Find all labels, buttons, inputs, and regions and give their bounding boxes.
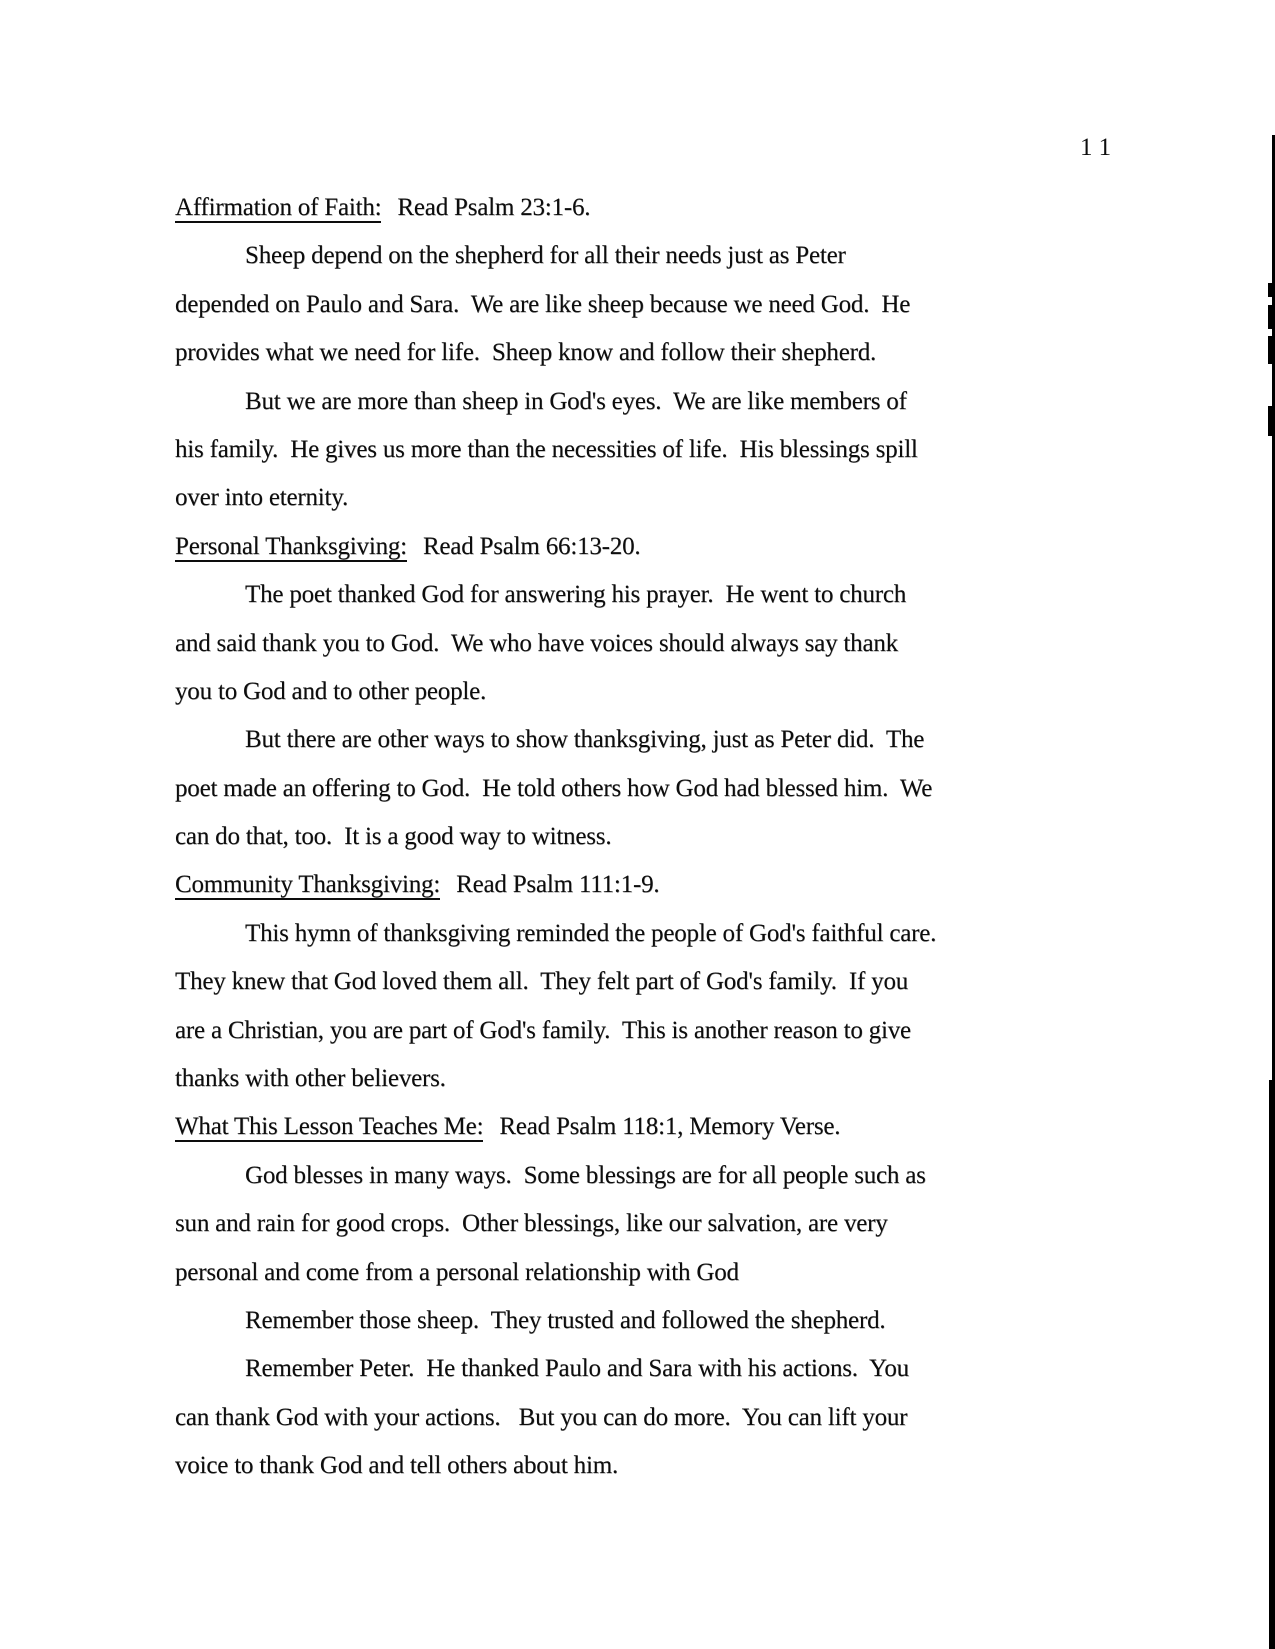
body-line: But we are more than sheep in God's eyes. We are like members of	[245, 387, 907, 415]
section-community-thanksgiving	[175, 861, 1075, 1103]
body-line: you to God and to other people.	[175, 677, 487, 705]
section-personal-thanksgiving	[175, 523, 1075, 862]
body-line: The poet thanked God for answering his prayer. He went to church	[245, 581, 907, 609]
scan-edge-dash-artifact	[1268, 336, 1274, 364]
body-line: sun and rain for good crops. Other blessings, like our salvation, are very	[175, 1210, 888, 1238]
section-heading-line	[175, 184, 1075, 232]
body-line: Remember those sheep. They trusted and followed the shepherd.	[245, 1306, 886, 1334]
section-affirmation-of-faith	[175, 184, 1075, 523]
document-content	[175, 184, 1075, 1491]
body-line: thanks with other believers.	[175, 1065, 446, 1093]
section-heading-label: Personal Thanksgiving:	[175, 532, 407, 560]
page-number: 11	[1080, 134, 1119, 161]
body-line: voice to thank God and tell others about him.	[175, 1452, 618, 1480]
section-heading-label: Affirmation of Faith:	[175, 194, 382, 221]
body-line: depended on Paulo and Sara. We are like sheep because we need God. He	[175, 290, 911, 318]
scan-edge-dash-artifact	[1268, 305, 1274, 329]
body-line: poet made an offering to God. He told others how God had blessed him. We	[175, 774, 933, 802]
body-line: Sheep depend on the shepherd for all their needs just as Peter	[245, 242, 846, 270]
section-heading-reading: Read Psalm 118:1, Memory Verse.	[499, 1113, 841, 1141]
body-line: can thank God with your actions. But you can do more. You can lift your	[175, 1403, 908, 1431]
section-heading-line	[175, 861, 1075, 909]
scan-edge-dash-artifact	[1268, 283, 1274, 297]
scan-edge-dash-artifact	[1268, 406, 1274, 436]
section-heading-reading: Read Psalm 66:13-20.	[422, 532, 641, 560]
body-line: his family. He gives us more than the necessities of life. His blessings spill	[175, 435, 918, 463]
section-heading-line	[175, 523, 1075, 571]
body-line: and said thank you to God. We who have voices should always say thank	[175, 629, 898, 657]
section-heading-reading: Read Psalm 111:1-9.	[456, 871, 660, 899]
body-line: can do that, too. It is a good way to witness.	[175, 823, 612, 851]
section-heading-label: What This Lesson Teaches Me:	[175, 1113, 484, 1141]
body-line: God blesses in many ways. Some blessings are for all people such as	[245, 1161, 926, 1189]
scan-edge-line-thick-artifact	[1269, 1080, 1275, 1649]
section-what-this-lesson-teaches-me	[175, 1103, 1075, 1490]
body-line: over into eternity.	[175, 484, 348, 512]
body-line: personal and come from a personal relationship with God	[175, 1258, 739, 1286]
body-line: are a Christian, you are part of God's family. This is another reason to give	[175, 1016, 911, 1044]
section-heading-line	[175, 1103, 1075, 1151]
body-line: This hymn of thanksgiving reminded the people of God's faithful care.	[245, 919, 937, 947]
section-heading-reading: Read Psalm 23:1-6.	[397, 194, 591, 221]
body-line: They knew that God loved them all. They felt part of God's family. If you	[175, 968, 909, 996]
body-line: But there are other ways to show thanksgiving, just as Peter did. The	[245, 726, 925, 754]
body-line: Remember Peter. He thanked Paulo and Sara with his actions. You	[245, 1355, 909, 1383]
section-heading-label: Community Thanksgiving:	[175, 871, 441, 899]
body-line: provides what we need for life. Sheep know and follow their shepherd.	[175, 339, 877, 367]
